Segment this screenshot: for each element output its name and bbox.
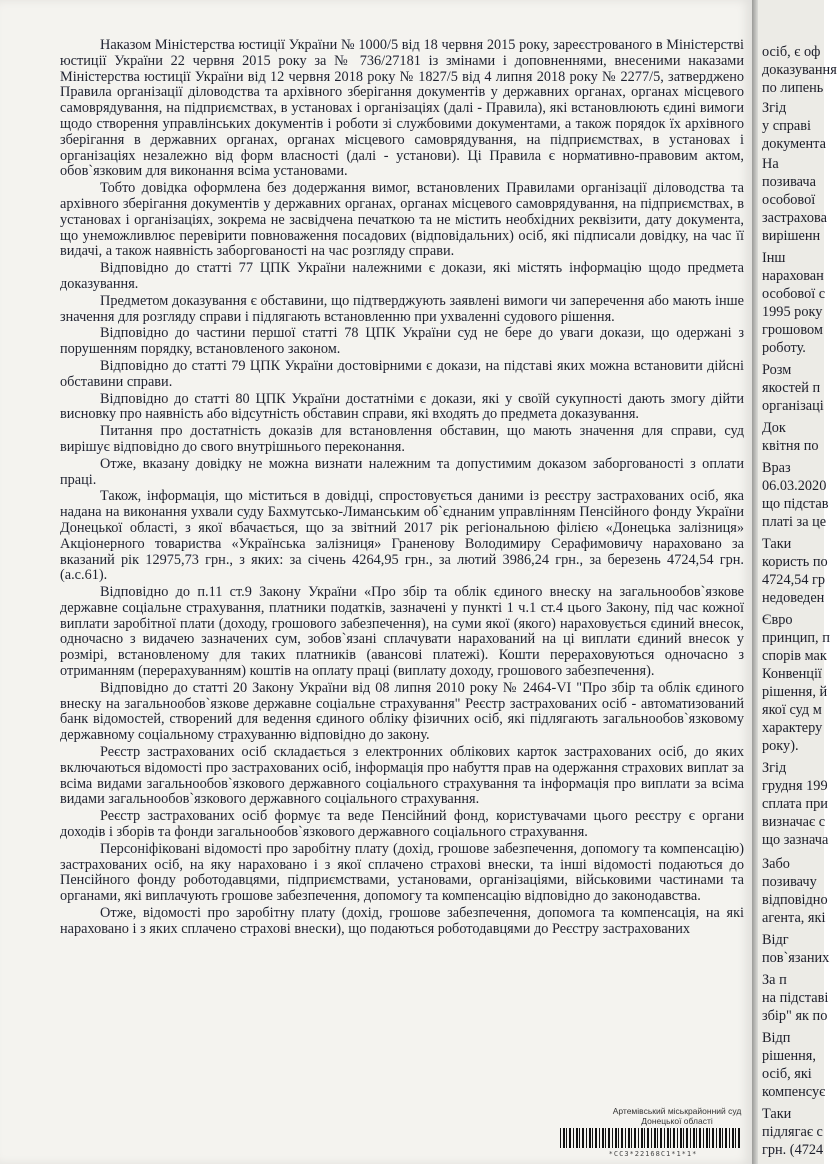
right-fragment: по липень: [762, 80, 824, 96]
right-fragment: квітня по: [762, 438, 819, 454]
right-fragment: 1995 року: [762, 304, 823, 320]
right-fragment: осіб, які: [762, 1066, 812, 1082]
right-fragment: недоведен: [762, 590, 825, 606]
right-fragment: якостей п: [762, 380, 821, 396]
paragraph: Персоніфіковані відомості про заробітну плату (дохід, грошове забезпечення, допомогу та компенсацію) застрахованих осіб, на яку нараховано і з якої сплачено страхові внески, та інші відомості подаються до Пенсійного фонду роботодавцями, підприємствами, установами, організаціями, військовими частинами та органами, які виплачують грошове забезпечення, допомогу та компенсацію відповідно до законодавства.: [60, 840, 744, 905]
right-fragment: Згід: [762, 760, 787, 776]
right-fragment: Забо: [762, 856, 790, 872]
stamp-line: Артемівський міськрайонний суд: [612, 1106, 742, 1116]
right-fragment: збір" як по: [762, 1008, 828, 1024]
right-fragment: Враз: [762, 460, 791, 476]
right-fragment: Таки: [762, 536, 792, 552]
right-fragment: Згід: [762, 100, 787, 116]
right-fragment: 06.03.2020: [762, 478, 827, 494]
right-fragment: пов`язаних: [762, 950, 830, 966]
paragraph: Відповідно до статті 79 ЦПК України достовірними є докази, на підставі яких можна встановити дійсні обставини справи.: [60, 357, 744, 390]
right-fragment: Євро: [762, 612, 793, 628]
right-fragment: особової с: [762, 286, 826, 302]
paragraph: Предметом доказування є обставини, що підтверджують заявлені вимоги чи заперечення або мають інше значення для розгляду справи і підлягають встановленню при ухваленні судового рішення.: [60, 292, 744, 325]
right-fragment: якої суд м: [762, 702, 822, 718]
right-fragment: грудня 199: [762, 778, 828, 794]
right-fragment: визначає с: [762, 814, 826, 830]
right-fragment: вирішенн: [762, 228, 821, 244]
right-fragment: року).: [762, 738, 799, 754]
right-fragment: За п: [762, 972, 787, 988]
right-fragment: Таки: [762, 1106, 792, 1122]
paragraph: Питання про достатність доказів для встановлення обставин, що мають значення для справи, суд вирішує відповідно до свого внутрішнього переконання.: [60, 423, 744, 455]
document-body: [60, 38, 744, 939]
right-fragment: компенсує: [762, 1084, 826, 1100]
right-fragment: Конвенції: [762, 666, 822, 682]
right-fragment: агента, які: [762, 910, 826, 926]
right-fragment: На: [762, 156, 779, 172]
right-fragment: документа: [762, 136, 826, 152]
barcode-number: *СС3*22168С1*1*1*: [608, 1150, 698, 1158]
right-fragment: у справі: [762, 118, 811, 134]
paragraph: Відповідно до статті 20 Закону України від 08 липня 2010 року № 2464-VI "Про збір та облік єдиного внеску на загальнообов`язкове державне соціальне страхування" Реєстр застрахованих осіб - автоматизований банк відомостей, створений для ведення єдиного обліку фізичних осіб, які підлягають загальнообов`язковому державному соціальному страхуванню відповідно до закону.: [60, 679, 744, 744]
right-fragment: позивачу: [762, 874, 817, 890]
right-fragment: позивача: [762, 174, 816, 190]
paragraph: Тобто довідка оформлена без додержання вимог, встановлених Правилами організації діловодства та архівного зберігання документів у державних органах, органах місцевого самоврядування, на підприємствах, в установах і організаціях, зокрема не засвідчена печаткою та не містить необхідних реквізити, дату документа, що унеможливлює перевірити повноваження посадових (відповідальних) осіб, які підписали довідку, на час її видачі, а також наявність заборгованості на час розгляду справи.: [60, 180, 744, 260]
paragraph: Отже, відомості про заробітну плату (дохід, грошове забезпечення, допомога та компенсація, на які нараховано і з яких сплачено страхові внески), що подаються роботодавцями до Реєстру застрахованих: [60, 905, 744, 937]
right-fragment: що зазнача: [762, 832, 829, 848]
right-fragment: нарахован: [762, 268, 824, 284]
right-fragment: підлягає с: [762, 1124, 823, 1140]
adjacent-page: [758, 0, 837, 1164]
paragraph: Відповідно до частини першої статті 78 ЦПК України суд не бере до уваги докази, що одержані з порушенням порядку, встановленого законом.: [60, 325, 744, 358]
right-fragment: рішення,: [762, 1048, 816, 1064]
right-fragment: Відп: [762, 1030, 791, 1046]
stamp-line: Донецької області: [641, 1116, 713, 1126]
right-fragment: принцип, п: [762, 630, 830, 646]
right-fragment: платі за це: [762, 514, 827, 530]
right-fragment: застрахова: [762, 210, 827, 226]
paragraph: Також, інформація, що міститься в довідці, спростовується даними із реєстру застрахованих осіб, яка надана на виконання ухвали суду Бахмутсько-Лиманським об`єднаним управлінням Пенсійного фонду України Донецької області, з якої вбачається, що за звітний 2017 рік регіональною філією «Донецька залізниця» Акціонерного товариства «Українська залізниця» Граненову Володимиру Серафимовичу нараховано за вказаний рік 12975,73 грн., з яких: за січень 4264,95 грн., за лютий 3986,24 грн., за березень 4724,54 грн. (а.с.61).: [60, 488, 744, 584]
right-fragment: відповідно: [762, 892, 828, 908]
right-fragment: спорів мак: [762, 648, 827, 664]
right-fragment: особової: [762, 192, 816, 208]
paragraph: Відповідно до п.11 ст.9 Закону України «Про збір та облік єдиного внеску на загальнообов`язкове державне соціальне страхування, платники податків, зазначені у пункті 1 ч.1 ст.4 цього Закону, під час кожної виплати заробітної плати (доходу, грошового забезпечення), на суми якої (якого) нараховується єдиний внесок, одночасно з видачею зазначених сум, зобов`язані сплачувати нарахований на ці виплати єдиний внесок у розмірі, встановленому для таких платників (авансові платежі). Кошти перераховуються одночасно з отриманням (перерахуванням) коштів на оплату праці (виплату доходу, грошового забезпечення).: [60, 584, 744, 680]
right-fragment: Док: [762, 420, 786, 436]
right-fragment: доказування: [762, 62, 837, 78]
right-fragment: грн. (4724: [762, 1142, 824, 1158]
right-fragment: роботу.: [762, 340, 806, 356]
right-fragment: 4724,54 гр: [762, 572, 826, 588]
paragraph: Отже, вказану довідку не можна визнати належним та допустимим доказом заборгованості з оплати праці.: [60, 455, 744, 488]
right-fragment: осіб, є оф: [762, 44, 821, 60]
paragraph: Відповідно до статті 80 ЦПК України достатніми є докази, які у своїй сукупності дають змогу дійти висновку про наявність або відсутність обставин справи, які входять до предмета доказування.: [60, 390, 744, 423]
right-fragment: характеру: [762, 720, 823, 736]
right-fragment: що підстав: [762, 496, 829, 512]
right-fragment: Розм: [762, 362, 792, 378]
court-stamp: [612, 1106, 742, 1126]
right-fragment: рішення, й: [762, 684, 828, 700]
right-fragment: користь по: [762, 554, 828, 570]
right-fragment: Відг: [762, 932, 789, 948]
right-fragment: Інш: [762, 250, 786, 266]
barcode-icon: [560, 1128, 742, 1148]
right-fragment: на підставі: [762, 990, 829, 1006]
right-fragment: сплата при: [762, 796, 828, 812]
paragraph: Наказом Міністерства юстиції України № 1000/5 від 18 червня 2015 року, зареєстрованого в Міністерстві юстиції України 22 червня 2015 року за № 736/27181 із змінами і доповненнями, внесеними наказами Міністерства юстиції України від 12 червня 2018 року № 1827/5 від 4 липня 2018 року № 2277/5, затверджено Правила організації діловодства та архівного зберігання документів у державних органах, органах місцевого самоврядування, на підприємствах, в установах і організаціях (далі - Правила), які встановлюють єдині вимоги щодо створення управлінських документів і роботи зі службовими документами, а також порядок їх архівного зберігання в державних органах, органах місцевого самоврядування, на підприємствах, в установах і організаціях незалежно від форм власності (далі - установи). Ці Правила є нормативно-правовим актом, обов`язковим для виконання всіма установами.: [60, 37, 744, 180]
paragraph: Відповідно до статті 77 ЦПК України належними є докази, які містять інформацію щодо предмета доказування.: [60, 260, 744, 292]
right-fragment: організаці: [762, 398, 824, 414]
right-fragment: грошовом: [762, 322, 823, 338]
paragraph: Реєстр застрахованих осіб формує та веде Пенсійний фонд, користувачами цього реєстру є органи доходів і зборів та фонди загальнообов`язкового державного соціального страхування.: [60, 808, 744, 841]
paragraph: Реєстр застрахованих осіб складається з електронних облікових карток застрахованих осіб, до яких включаються відомості про застрахованих осіб, інформація про набуття прав на одержання страхових виплат за всіма видами загальнообов`язкового державного соціального страхування та інформація про виплати за всіма видами загальнообов`язкового державного соціального страхування.: [60, 744, 744, 808]
